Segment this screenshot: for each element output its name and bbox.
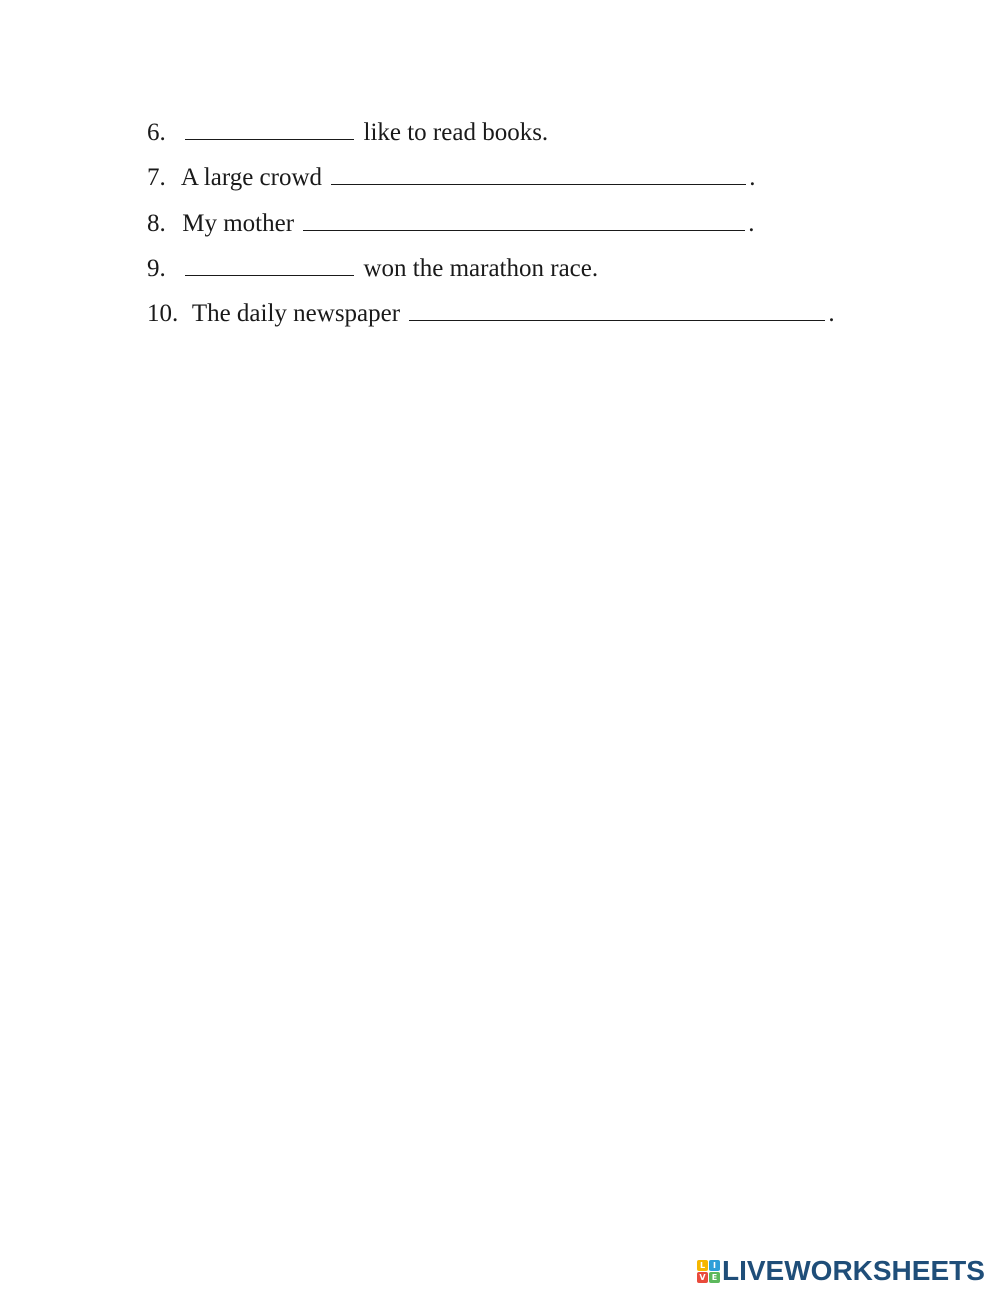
question-punctuation: . — [748, 209, 755, 237]
answer-blank[interactable] — [331, 162, 746, 185]
question-8 — [147, 203, 907, 248]
question-punctuation: . — [749, 164, 756, 192]
answer-blank[interactable] — [185, 253, 354, 276]
question-text: won the marathon race. — [363, 254, 599, 282]
logo-block-e: E — [709, 1272, 720, 1283]
answer-blank[interactable] — [185, 117, 354, 140]
logo-block-l: L — [697, 1260, 708, 1271]
question-10 — [147, 293, 907, 338]
question-7 — [147, 157, 907, 202]
question-number: 10. — [147, 300, 179, 327]
question-number: 9. — [147, 254, 166, 282]
logo-block-i: I — [709, 1260, 720, 1271]
question-number: 6. — [147, 119, 166, 146]
question-number: 8. — [147, 209, 166, 237]
logo-block-v: V — [697, 1272, 708, 1283]
question-text: My mother — [182, 209, 295, 237]
liveworksheets-logo — [697, 1254, 985, 1288]
answer-blank[interactable] — [409, 298, 825, 321]
question-punctuation: . — [828, 300, 835, 327]
question-text: like to read books. — [363, 119, 549, 146]
question-text: A large crowd — [180, 164, 323, 192]
question-6 — [147, 112, 907, 157]
question-text: The daily newspaper — [191, 300, 401, 327]
logo-blocks-icon — [697, 1260, 720, 1283]
worksheet-questions — [147, 112, 907, 338]
logo-text: LIVEWORKSHEETS — [722, 1255, 985, 1286]
answer-blank[interactable] — [303, 208, 745, 231]
question-number: 7. — [147, 164, 166, 192]
question-9 — [147, 248, 907, 293]
